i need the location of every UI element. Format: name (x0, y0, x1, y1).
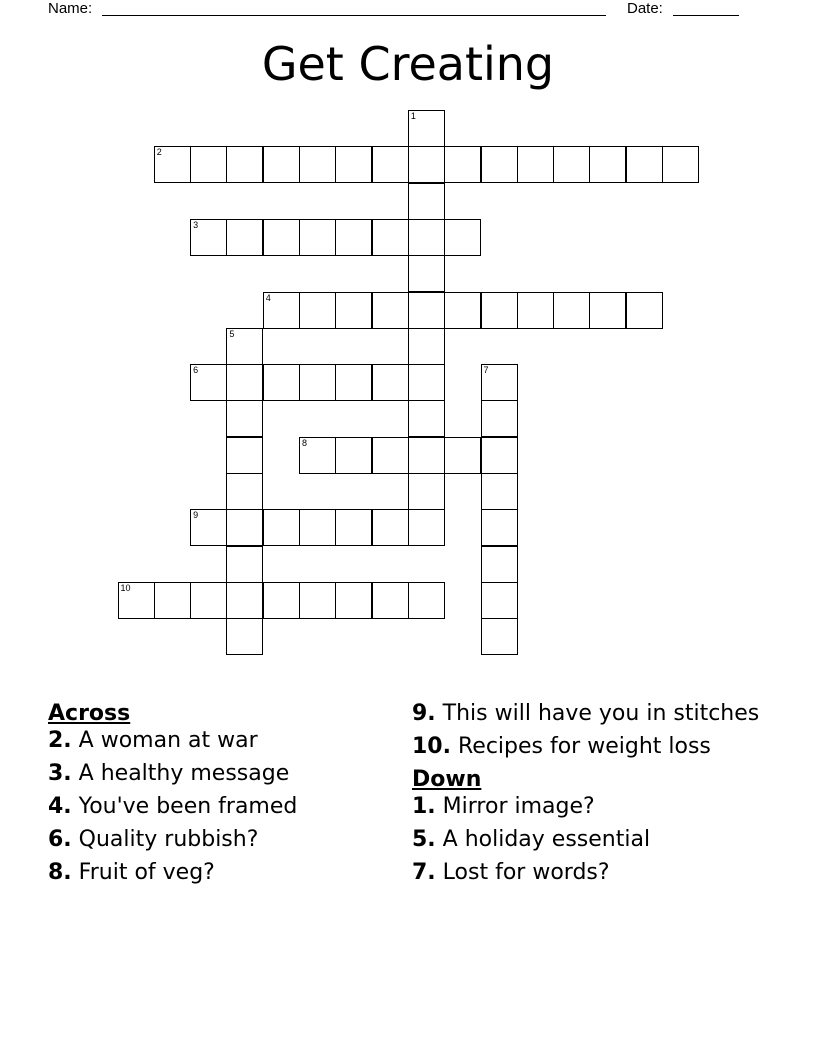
grid-cell[interactable] (408, 255, 445, 292)
grid-cell[interactable] (263, 219, 300, 256)
grid-cell[interactable] (553, 146, 590, 183)
grid-cell[interactable] (299, 146, 336, 183)
grid-cell[interactable] (226, 328, 263, 365)
grid-cell[interactable] (444, 437, 481, 474)
grid-cell[interactable] (553, 292, 590, 329)
grid-cell[interactable] (589, 146, 626, 183)
grid-cell[interactable] (408, 364, 445, 401)
grid-cell[interactable] (626, 146, 663, 183)
grid-cell[interactable] (263, 146, 300, 183)
grid-cell[interactable] (408, 110, 445, 147)
clue-number-5: 5 (229, 328, 235, 339)
clue-down-5: 5. A holiday essential (412, 827, 651, 852)
grid-cell[interactable] (299, 292, 336, 329)
grid-cell[interactable] (335, 146, 372, 183)
grid-cell[interactable] (481, 400, 518, 437)
grid-cell[interactable] (408, 183, 445, 220)
grid-cell[interactable] (481, 473, 518, 510)
grid-cell[interactable] (662, 146, 699, 183)
clue-across-10: 10. Recipes for weight loss (412, 734, 711, 759)
clue-number-7: 7 (483, 365, 489, 376)
grid-cell[interactable] (517, 292, 554, 329)
grid-cell[interactable] (372, 219, 409, 256)
grid-cell[interactable] (372, 509, 409, 546)
grid-cell[interactable] (408, 400, 445, 437)
clue-down-7: 7. Lost for words? (412, 860, 610, 885)
grid-cell[interactable] (408, 219, 445, 256)
grid-cell[interactable] (190, 219, 227, 256)
grid-cell[interactable] (481, 364, 518, 401)
grid-cell[interactable] (335, 219, 372, 256)
grid-cell[interactable] (408, 473, 445, 510)
grid-cell[interactable] (408, 292, 445, 329)
grid-cell[interactable] (335, 582, 372, 619)
grid-cell[interactable] (444, 292, 481, 329)
grid-cell[interactable] (226, 364, 263, 401)
down-heading: Down (412, 767, 482, 792)
clue-across-2: 2. A woman at war (48, 728, 258, 753)
grid-cell[interactable] (481, 582, 518, 619)
puzzle-title: Get Creating (261, 37, 555, 91)
across-heading: Across (48, 701, 131, 726)
grid-cell[interactable] (190, 509, 227, 546)
clue-number-1: 1 (410, 111, 416, 121)
grid-cell[interactable] (408, 146, 445, 183)
clues-right-column (412, 700, 772, 892)
grid-cell[interactable] (299, 509, 336, 546)
grid-cell[interactable] (481, 509, 518, 546)
grid-cell[interactable] (190, 582, 227, 619)
grid-cell[interactable] (481, 437, 518, 474)
grid-cell[interactable] (190, 146, 227, 183)
grid-cell[interactable] (481, 292, 518, 329)
grid-cell[interactable] (481, 546, 518, 583)
grid-cell[interactable] (372, 437, 409, 474)
clues-left-column (48, 700, 398, 892)
grid-cell[interactable] (263, 292, 300, 329)
date-label: Date: (627, 0, 663, 17)
grid-cell[interactable] (299, 437, 336, 474)
grid-cell[interactable] (335, 364, 372, 401)
grid-cell[interactable] (335, 509, 372, 546)
grid-cell[interactable] (226, 437, 263, 474)
grid-cell[interactable] (444, 146, 481, 183)
clue-number-9: 9 (193, 510, 199, 521)
grid-cell[interactable] (226, 146, 263, 183)
grid-cell[interactable] (626, 292, 663, 329)
grid-cell[interactable] (299, 219, 336, 256)
grid-cell[interactable] (154, 146, 191, 183)
grid-cell[interactable] (444, 219, 481, 256)
clue-number-8: 8 (302, 437, 308, 448)
clue-number-2: 2 (156, 147, 162, 158)
grid-cell[interactable] (372, 146, 409, 183)
grid-cell[interactable] (299, 582, 336, 619)
grid-cell[interactable] (226, 546, 263, 583)
grid-cell[interactable] (154, 582, 191, 619)
grid-cell[interactable] (299, 364, 336, 401)
grid-cell[interactable] (335, 437, 372, 474)
grid-cell[interactable] (408, 328, 445, 365)
grid-cell[interactable] (481, 146, 518, 183)
clue-across-8: 8. Fruit of veg? (48, 860, 215, 885)
grid-cell[interactable] (226, 400, 263, 437)
clue-across-9: 9. This will have you in stitches (412, 701, 760, 726)
grid-cell[interactable] (226, 509, 263, 546)
clue-across-3: 3. A healthy message (48, 761, 290, 786)
grid-cell[interactable] (263, 509, 300, 546)
grid-cell[interactable] (517, 146, 554, 183)
grid-cell[interactable] (408, 509, 445, 546)
clue-across-4: 4. You've been framed (48, 794, 298, 819)
clue-down-1: 1. Mirror image? (412, 794, 595, 819)
grid-cell[interactable] (226, 219, 263, 256)
name-label: Name: (48, 0, 93, 17)
grid-cell[interactable] (589, 292, 626, 329)
grid-cell[interactable] (408, 582, 445, 619)
clue-number-3: 3 (193, 219, 199, 230)
clue-number-10: 10 (120, 582, 131, 593)
grid-cell[interactable] (335, 292, 372, 329)
grid-cell[interactable] (408, 437, 445, 474)
grid-cell[interactable] (226, 582, 263, 619)
clue-number-6: 6 (193, 365, 199, 376)
clue-across-6: 6. Quality rubbish? (48, 827, 259, 852)
grid-cell[interactable] (481, 618, 518, 655)
grid-cell[interactable] (372, 364, 409, 401)
clue-number-4: 4 (265, 292, 271, 303)
grid-cell[interactable] (263, 582, 300, 619)
grid-cell[interactable] (263, 364, 300, 401)
grid-cell[interactable] (226, 618, 263, 655)
grid-cell[interactable] (372, 582, 409, 619)
grid-cell[interactable] (118, 582, 155, 619)
grid-cell[interactable] (226, 473, 263, 510)
grid-cell[interactable] (372, 292, 409, 329)
grid-cell[interactable] (190, 364, 227, 401)
